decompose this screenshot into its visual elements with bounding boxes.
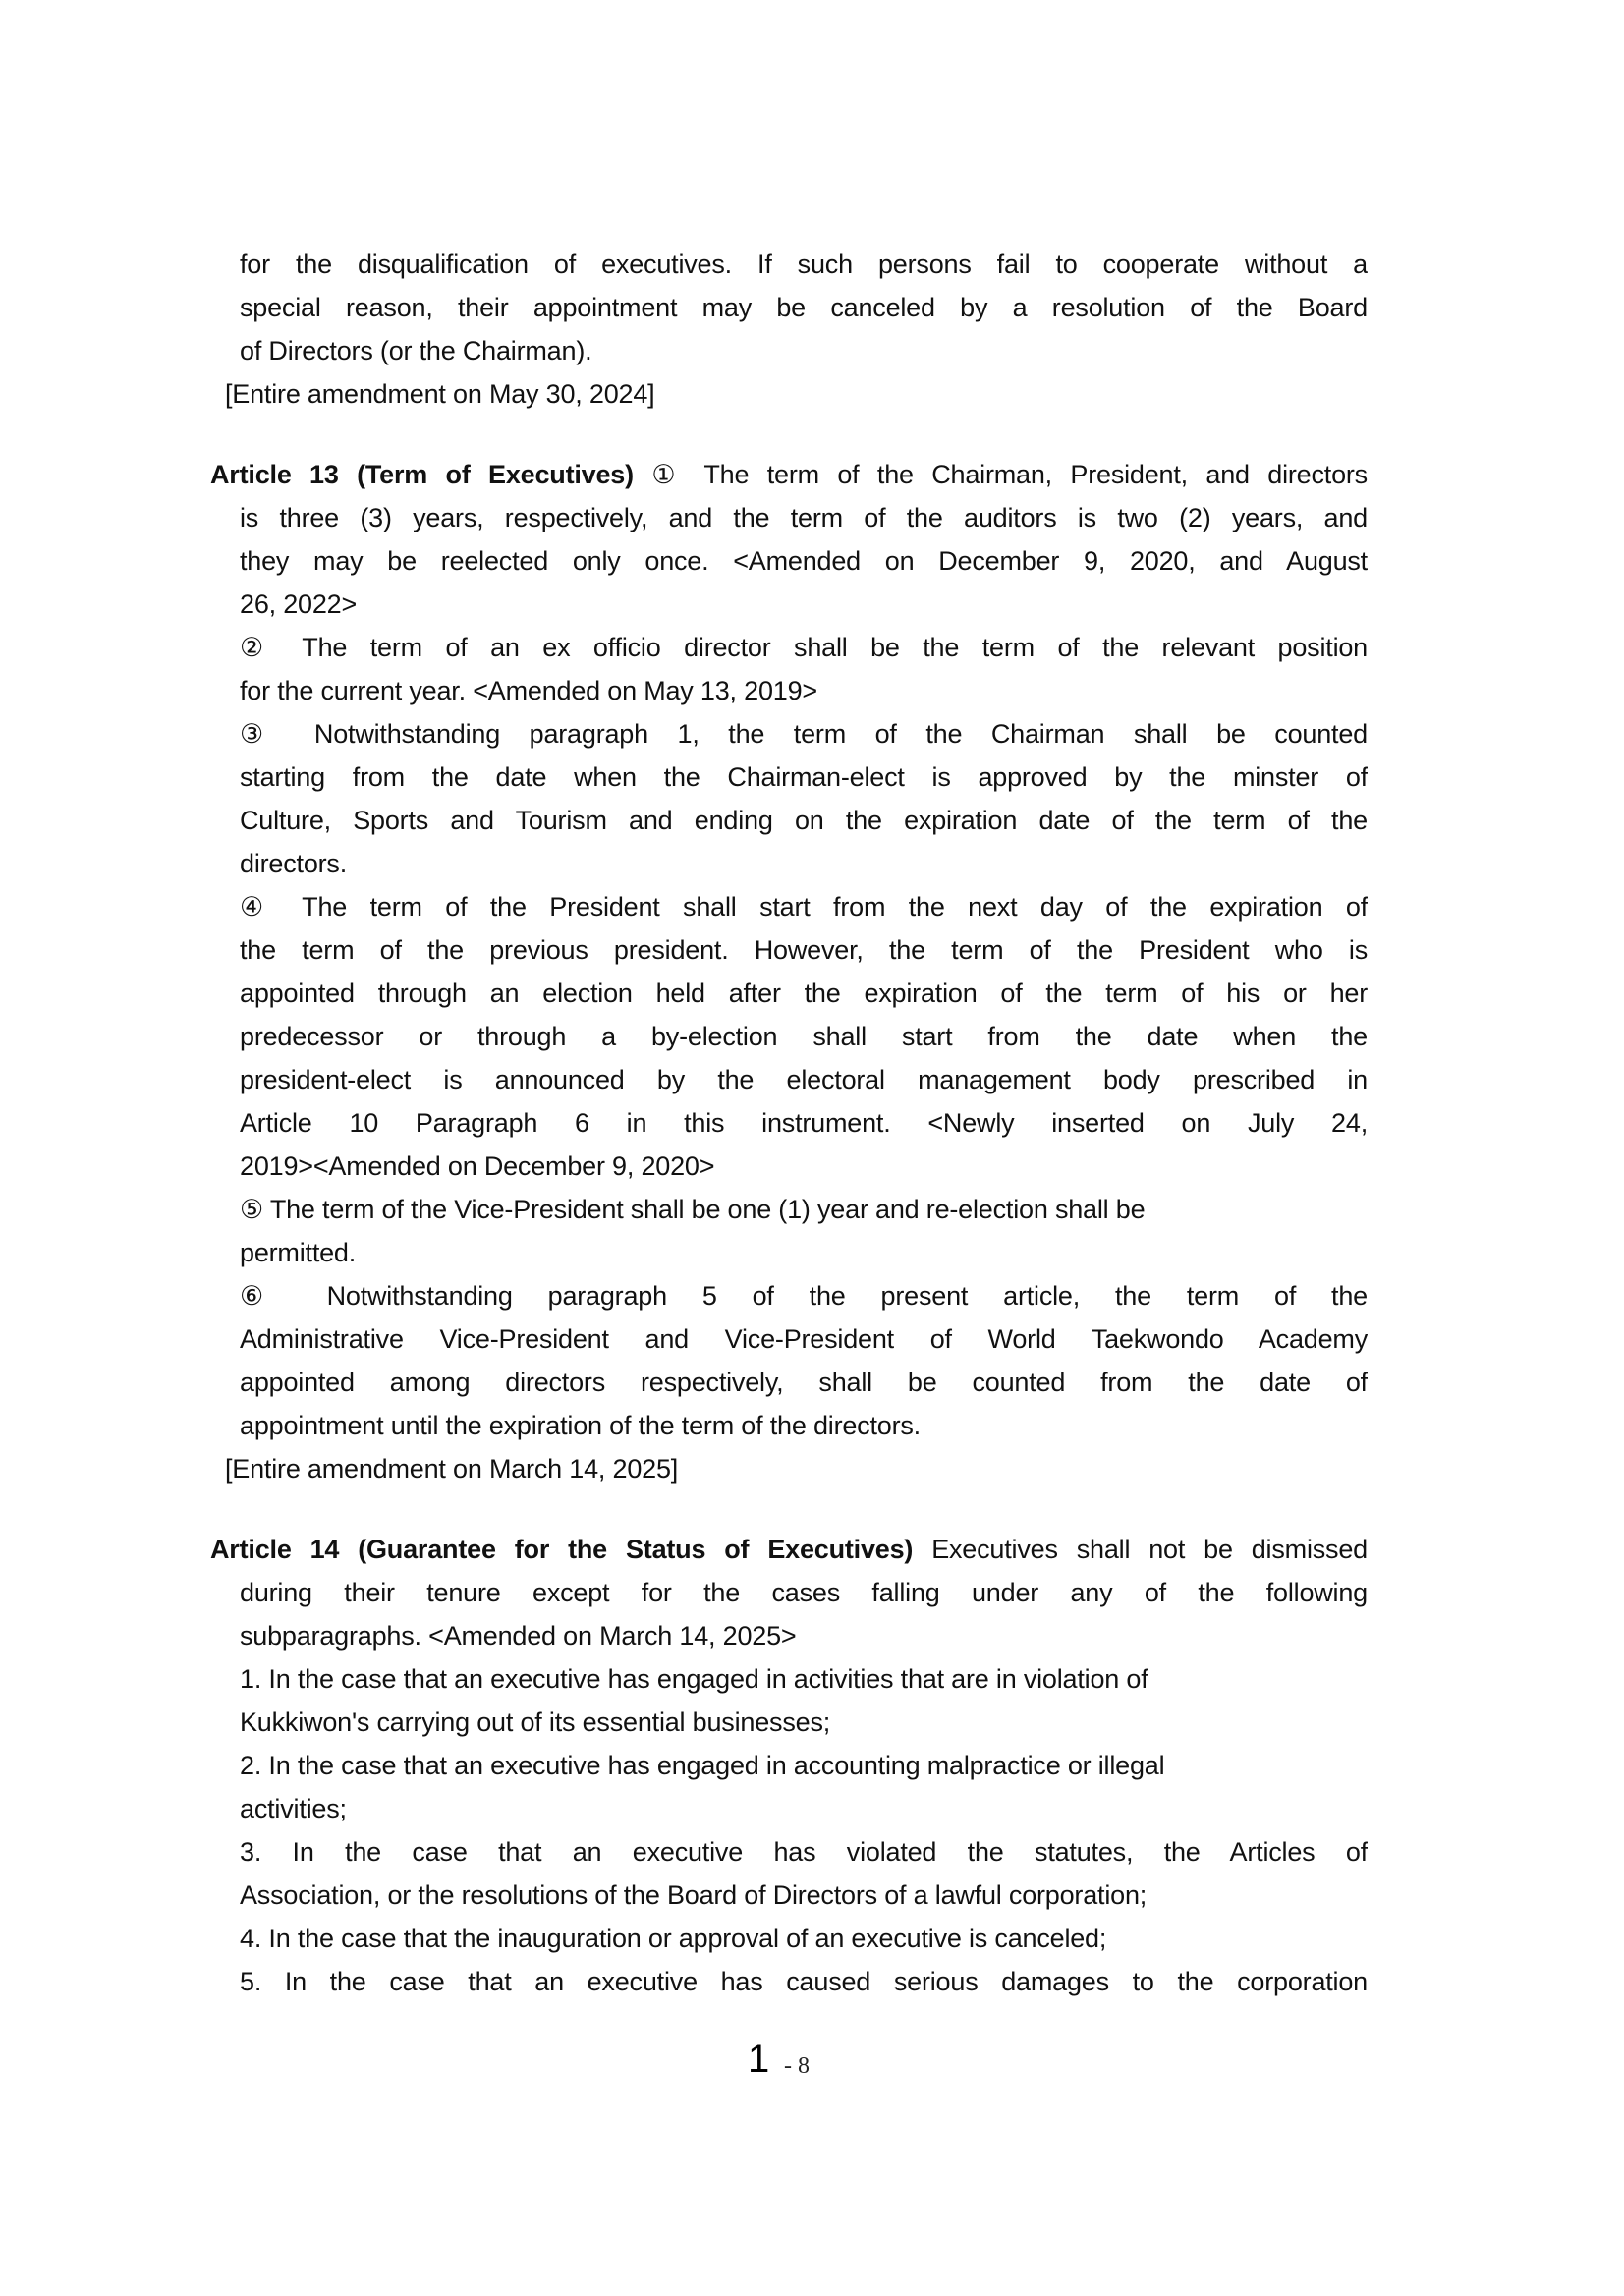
paragraph-line: Culture, Sports and Tourism and ending on the expiration date of the term of the: [240, 806, 1368, 835]
page-number-minor: - 8: [784, 2053, 810, 2079]
paragraph-line: they may be reelected only once. <Amended on December 9, 2020, and August: [240, 546, 1368, 576]
article-14-first-line: [210, 1530, 1368, 1569]
paragraph-line: appointment until the expiration of the term of the directors.: [240, 1411, 921, 1440]
article-13-first-line: [210, 455, 1368, 494]
paragraph-line: starting from the date when the Chairman-elect is approved by the minster of: [240, 762, 1368, 792]
paragraph-line: ① The term of the Chairman, President, and directors: [651, 460, 1368, 489]
paragraph-line: special reason, their appointment may be canceled by a resolution of the Board: [240, 293, 1368, 322]
paragraph-line: appointed among directors respectively, shall be counted from the date of: [240, 1368, 1368, 1397]
paragraph-line: permitted.: [240, 1238, 357, 1267]
list-item-continuation: Kukkiwon's carrying out of its essential businesses;: [240, 1708, 831, 1737]
paragraph-line: ③ Notwithstanding paragraph 1, the term of the Chairman shall be counted: [240, 719, 1368, 749]
paragraph-line: Administrative Vice-President and Vice-President of World Taekwondo Academy: [240, 1324, 1368, 1354]
paragraph-line: ④ The term of the President shall start from the next day of the expiration of: [240, 892, 1368, 922]
paragraph-line: predecessor or through a by-election shall start from the date when the: [240, 1022, 1368, 1051]
article-14-heading: Article 14 (Guarantee for the Status of Executives): [210, 1535, 914, 1564]
article-13-heading: Article 13 (Term of Executives): [210, 460, 634, 489]
list-item-continuation: activities;: [240, 1794, 347, 1823]
paragraph-line: is three (3) years, respectively, and the term of the auditors is two (2) years, and: [240, 503, 1368, 532]
paragraph-line: 26, 2022>: [240, 589, 358, 619]
paragraph-line: president-elect is announced by the electoral management body prescribed in: [240, 1065, 1368, 1094]
paragraph-line: the term of the previous president. However, the term of the President who is: [240, 935, 1368, 965]
paragraph-line: Article 10 Paragraph 6 in this instrument. <Newly inserted on July 24,: [240, 1108, 1368, 1138]
paragraph-line: for the disqualification of executives. If such persons fail to cooperate without a: [240, 250, 1368, 279]
paragraph-line: appointed through an election held after the expiration of the term of his or her: [240, 979, 1368, 1008]
paragraph-line: ⑤ The term of the Vice-President shall be one (1) year and re-election shall be: [240, 1195, 1146, 1224]
paragraph-line: subparagraphs. <Amended on March 14, 2025>: [240, 1621, 797, 1651]
page-number-major: 1: [748, 2038, 770, 2081]
list-item-continuation: Association, or the resolutions of the Board of Directors of a lawful corporation;: [240, 1880, 1148, 1910]
paragraph-line: for the current year. <Amended on May 13, 2019>: [240, 676, 817, 705]
list-item: 3. In the case that an executive has violated the statutes, the Articles of: [240, 1837, 1368, 1867]
paragraph-line: of Directors (or the Chairman).: [240, 336, 592, 365]
paragraph-line: Executives shall not be dismissed: [931, 1535, 1368, 1564]
list-item: 5. In the case that an executive has caused serious damages to the corporation: [240, 1967, 1368, 1996]
paragraph-line: during their tenure except for the cases falling under any of the following: [240, 1578, 1368, 1607]
paragraph-line: ② The term of an ex officio director shall be the term of the relevant position: [240, 633, 1368, 662]
amendment-note: [Entire amendment on March 14, 2025]: [225, 1454, 679, 1484]
list-item: 1. In the case that an executive has engaged in activities that are in violation of: [240, 1664, 1148, 1694]
list-item: 2. In the case that an executive has engaged in accounting malpractice or illegal: [240, 1751, 1165, 1780]
paragraph-line: directors.: [240, 849, 348, 878]
paragraph-line: ⑥ Notwithstanding paragraph 5 of the present article, the term of the: [240, 1281, 1368, 1311]
paragraph-line: 2019><Amended on December 9, 2020>: [240, 1151, 715, 1181]
list-item: 4. In the case that the inauguration or approval of an executive is canceled;: [240, 1924, 1107, 1953]
amendment-note: [Entire amendment on May 30, 2024]: [225, 379, 655, 409]
